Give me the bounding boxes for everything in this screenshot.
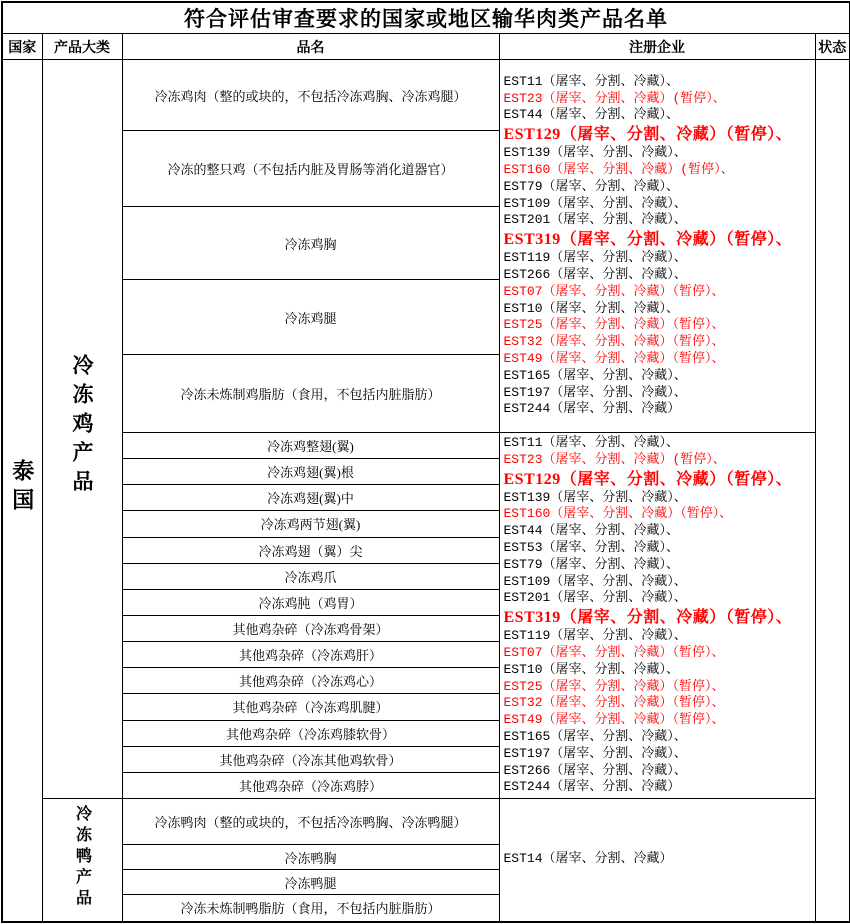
product-name: 冷冻鸡爪 [122, 563, 499, 589]
product-name: 冷冻鸡肉（整的或块的，不包括冷冻鸡胸、冷冻鸡腿） [122, 60, 499, 131]
product-name: 冷冻鸡胸 [122, 207, 499, 280]
column-header-enterprise: 注册企业 [499, 34, 815, 60]
enterprise-entry: EST139（屠宰、分割、冷藏）、 [503, 145, 687, 161]
enterprise-list-chicken-parts [499, 433, 815, 799]
enterprise-entry: EST23（屠宰、分割、冷藏）(暂停）、 [503, 90, 726, 106]
enterprise-entry: EST266（屠宰、分割、冷藏）、 [503, 267, 687, 282]
enterprise-entry: EST160（屠宰、分割、冷藏）(暂停）、 [503, 162, 734, 178]
enterprise-entry: EST119（屠宰、分割、冷藏）、 [503, 628, 687, 644]
enterprise-list-chicken-main [499, 60, 815, 433]
product-name: 其他鸡杂碎（冷冻鸡肌腱） [122, 694, 499, 720]
status-cell [815, 60, 850, 922]
category-cell-chicken [42, 60, 122, 799]
country-name: 泰国 [9, 458, 35, 517]
category-chicken-label: 冷冻鸡产品 [70, 354, 94, 500]
enterprise-entry: EST23（屠宰、分割、冷藏）(暂停）、 [503, 451, 726, 467]
enterprise-entry: EST319（屠宰、分割、冷藏）（暂停）、 [503, 231, 793, 249]
product-name: 冷冻未炼制鸭脂肪（食用，不包括内脏脂肪） [122, 895, 499, 922]
product-name: 其他鸡杂碎（冷冻鸡心） [122, 668, 499, 694]
column-header-product: 品名 [122, 34, 499, 60]
enterprise-entry: EST25（屠宰、分割、冷藏）（暂停）、 [503, 678, 725, 694]
enterprise-entry: EST44（屠宰、分割、冷藏）、 [503, 523, 680, 539]
column-header-status: 状态 [815, 34, 850, 60]
meat-products-table [1, 1, 850, 923]
enterprise-entry: EST201（屠宰、分割、冷藏）、 [503, 590, 687, 606]
enterprise-entry: EST49（屠宰、分割、冷藏）（暂停）、 [503, 350, 725, 366]
enterprise-entry: EST244（屠宰、分割、冷藏） [503, 401, 681, 417]
product-name: 其他鸡杂碎（冷冻鸡骨架） [122, 615, 499, 641]
product-name: 冷冻未炼制鸡脂肪（食用，不包括内脏脂肪） [122, 355, 499, 433]
product-name: 其他鸡杂碎（冷冻鸡脖） [122, 772, 499, 798]
enterprise-entry: EST109（屠宰、分割、冷藏）、 [503, 195, 687, 211]
enterprise-entry: EST244（屠宰、分割、冷藏） [503, 779, 681, 795]
product-name: 冷冻的整只鸡（不包括内脏及胃肠等消化道器官） [122, 131, 499, 207]
enterprise-entry: EST319（屠宰、分割、冷藏）（暂停）、 [503, 609, 793, 627]
enterprise-entry: EST160（屠宰、分割、冷藏）（暂停）、 [503, 506, 733, 522]
enterprise-entry: EST07（屠宰、分割、冷藏）（暂停）、 [503, 283, 725, 299]
enterprise-entry: EST109（屠宰、分割、冷藏）、 [503, 573, 687, 589]
product-name: 冷冻鸡翅(翼)中 [122, 485, 499, 511]
table-row [2, 799, 850, 845]
product-name: 冷冻鸡翅（翼）尖 [122, 537, 499, 563]
product-name: 冷冻鸡腿 [122, 280, 499, 355]
enterprise-entry: EST07（屠宰、分割、冷藏）（暂停）、 [503, 644, 725, 660]
product-name: 冷冻鸡肫（鸡胃） [122, 589, 499, 615]
product-name: 其他鸡杂碎（冷冻鸡膝软骨） [122, 720, 499, 746]
enterprise-entry: EST25（屠宰、分割、冷藏）（暂停）、 [503, 317, 725, 333]
enterprise-entry: EST10（屠宰、分割、冷藏）、 [503, 300, 680, 316]
enterprise-entry: EST201（屠宰、分割、冷藏）、 [503, 212, 687, 228]
table-header-row [2, 34, 850, 60]
enterprise-entry: EST139（屠宰、分割、冷藏）、 [503, 489, 687, 505]
enterprise-entry: EST32（屠宰、分割、冷藏）（暂停）、 [503, 695, 725, 711]
table-title-row [2, 2, 850, 34]
page-title: 符合评估审查要求的国家或地区输华肉类产品名单 [2, 2, 850, 34]
enterprise-entry: EST197（屠宰、分割、冷藏）、 [503, 745, 687, 761]
country-cell [2, 60, 42, 922]
enterprise-entry: EST266（屠宰、分割、冷藏）、 [503, 762, 687, 778]
enterprise-entry: EST44（屠宰、分割、冷藏）、 [503, 107, 680, 123]
enterprise-entry: EST119（屠宰、分割、冷藏）、 [503, 250, 687, 266]
enterprise-entry: EST53（屠宰、分割、冷藏）、 [503, 539, 680, 555]
enterprise-entry: EST79（屠宰、分割、冷藏）、 [503, 556, 680, 572]
enterprise-entry: EST11（屠宰、分割、冷藏）、 [503, 73, 680, 89]
enterprise-entry: EST129（屠宰、分割、冷藏）（暂停）、 [503, 126, 793, 144]
table-row [2, 60, 850, 131]
column-header-country: 国家 [2, 34, 42, 60]
enterprise-entry: EST197（屠宰、分割、冷藏）、 [503, 384, 687, 400]
enterprise-entry: EST14（屠宰、分割、冷藏） [503, 851, 673, 867]
enterprise-entry: EST49（屠宰、分割、冷藏）（暂停）、 [503, 712, 725, 728]
category-duck-label: 冷冻鸭产品 [73, 804, 91, 910]
table-row [2, 433, 850, 459]
product-name: 冷冻鸭胸 [122, 845, 499, 870]
enterprise-entry: EST165（屠宰、分割、冷藏）、 [503, 728, 687, 744]
product-name: 冷冻鸡翅(翼)根 [122, 459, 499, 485]
enterprise-entry: EST10（屠宰、分割、冷藏）、 [503, 661, 680, 677]
category-cell-duck [42, 799, 122, 922]
product-name: 其他鸡杂碎（冷冻鸡肝） [122, 642, 499, 668]
column-header-category: 产品大类 [42, 34, 122, 60]
enterprise-entry: EST11（屠宰、分割、冷藏）、 [503, 435, 680, 450]
enterprise-entry: EST165（屠宰、分割、冷藏）、 [503, 367, 687, 383]
enterprise-list-duck [499, 799, 815, 922]
product-name: 其他鸡杂碎（冷冻其他鸡软骨） [122, 746, 499, 772]
product-name: 冷冻鸡两节翅(翼) [122, 511, 499, 537]
enterprise-entry: EST79（屠宰、分割、冷藏）、 [503, 178, 680, 194]
enterprise-entry: EST32（屠宰、分割、冷藏）（暂停）、 [503, 334, 725, 350]
product-name: 冷冻鸭腿 [122, 870, 499, 895]
product-name: 冷冻鸡整翅(翼) [122, 433, 499, 459]
product-name: 冷冻鸭肉（整的或块的，不包括冷冻鸭胸、冷冻鸭腿） [122, 799, 499, 845]
enterprise-entry: EST129（屠宰、分割、冷藏）（暂停）、 [503, 470, 793, 488]
